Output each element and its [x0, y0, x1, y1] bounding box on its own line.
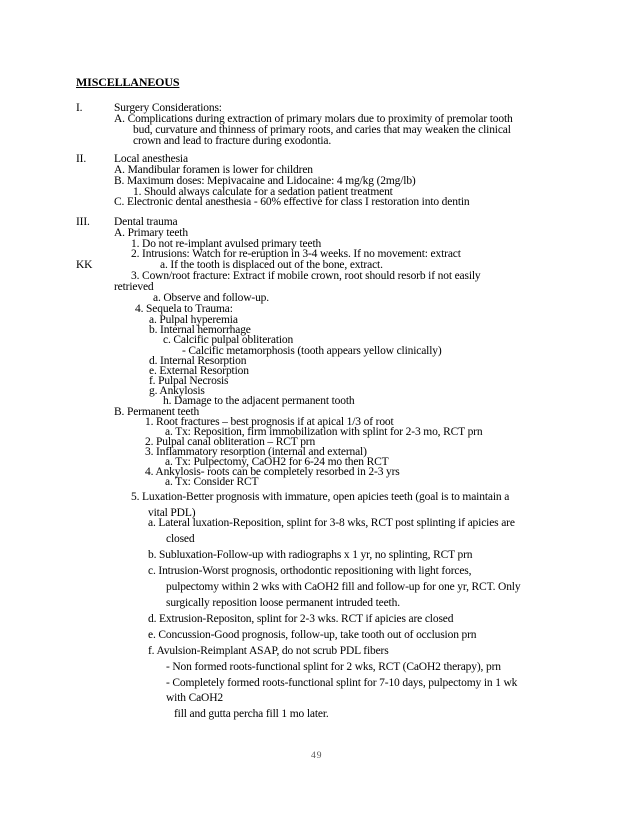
section-number: I. [76, 102, 83, 114]
text-line: h. Damage to the adjacent permanent tooth [163, 395, 355, 407]
text-line: 3. Cown/root fracture: Extract if mobile crown, root should resorb if not easily [131, 270, 481, 282]
text-line: b. Internal hemorrhage [149, 324, 251, 336]
text-line: c. Intrusion-Worst prognosis, orthodontic repositioning with light forces, [148, 565, 472, 577]
text-line: a. Pulpal hyperemia [149, 314, 238, 326]
text-line: C. Electronic dental anesthesia - 60% effective for class I restoration into dentin [114, 196, 470, 208]
text-line: b. Subluxation-Follow-up with radiographs x 1 yr, no splinting, RCT prn [148, 549, 473, 561]
section-number: III. [76, 216, 90, 228]
text-line: 4. Ankylosis- roots can be completely resorbed in 2-3 yrs [145, 466, 400, 478]
text-line: pulpectomy within 2 wks with CaOH2 fill and follow-up for one yr, RCT. Only [166, 581, 521, 593]
section-heading: Local anesthesia [114, 153, 188, 165]
text-line: crown and lead to fracture during exodontia. [133, 135, 332, 147]
page-number: 49 [311, 751, 323, 761]
text-line: d. Internal Resorption [149, 355, 247, 367]
text-line: a. Lateral luxation-Reposition, splint for 3-8 wks, RCT post splinting if apicies are [148, 517, 515, 529]
text-line: bud, curvature and thinness of primary roots, and caries that may weaken the clinical [133, 124, 511, 136]
section-heading: Surgery Considerations: [114, 102, 222, 114]
text-line: e. Concussion-Good prognosis, follow-up, take tooth out of occlusion prn [148, 629, 477, 641]
text-line: retrieved [114, 281, 154, 293]
text-line: 1. Root fractures – best prognosis if at apical 1/3 of root [145, 416, 394, 428]
text-line: a. Tx: Consider RCT [165, 476, 259, 488]
text-line: B. Permanent teeth [114, 406, 200, 418]
text-line: fill and gutta percha fill 1 mo later. [174, 708, 329, 720]
text-line: A. Primary teeth [114, 227, 188, 239]
text-line: A. Complications during extraction of primary molars due to proximity of premolar tooth [114, 113, 513, 125]
text-line: a. If the tooth is displaced out of the bone, extract. [160, 259, 383, 271]
page-title: MISCELLANEOUS [76, 75, 180, 89]
text-line: 4. Sequela to Trauma: [135, 303, 233, 315]
text-line: e. External Resorption [149, 365, 249, 377]
text-line: - Completely formed roots-functional splint for 7-10 days, pulpectomy in 1 wk [166, 677, 518, 689]
text-line: surgically reposition loose permanent intruded teeth. [166, 597, 400, 609]
text-line: 1. Do not re-implant avulsed primary teeth [131, 238, 322, 250]
text-line: 2. Intrusions: Watch for re-eruption in 3-4 weeks. If no movement: extract [131, 248, 461, 260]
text-line: 1. Should always calculate for a sedation patient treatment [133, 186, 393, 198]
text-line: closed [166, 533, 195, 545]
text-line: with CaOH2 [166, 692, 223, 704]
text-line: f. Pulpal Necrosis [149, 375, 229, 387]
text-line: a. Tx: Pulpectomy, CaOH2 for 6-24 mo then RCT [165, 456, 389, 468]
section-number: II. [76, 153, 87, 165]
text-line: c. Calcific pulpal obliteration [163, 334, 294, 346]
text-line: f. Avulsion-Reimplant ASAP, do not scrub PDL fibers [148, 645, 389, 657]
text-line: a. Tx: Reposition, firm immobilization with splint for 2-3 mo, RCT prn [165, 426, 483, 438]
text-line: - Calcific metamorphosis (tooth appears yellow clinically) [182, 345, 442, 357]
text-line: A. Mandibular foramen is lower for children [114, 164, 313, 176]
text-line: d. Extrusion-Repositon, splint for 2-3 wks. RCT if apicies are closed [148, 613, 454, 625]
text-line: 2. Pulpal canal obliteration – RCT prn [145, 436, 316, 448]
text-line: g. Ankylosis [149, 385, 205, 397]
text-line: B. Maximum doses: Mepivacaine and Lidocaine: 4 mg/kg (2mg/lb) [114, 175, 416, 187]
text-line: 5. Luxation-Better prognosis with immature, open apicies teeth (goal is to maintain a [131, 491, 510, 503]
text-line: - Non formed roots-functional splint for 2 wks, RCT (CaOH2 therapy), prn [166, 661, 501, 673]
text-line: vital PDL) [148, 507, 196, 519]
text-line: a. Observe and follow-up. [153, 292, 270, 304]
text-line: 3. Inflammatory resorption (internal and external) [145, 446, 367, 458]
margin-note: KK [76, 259, 93, 271]
section-heading: Dental trauma [114, 216, 178, 228]
